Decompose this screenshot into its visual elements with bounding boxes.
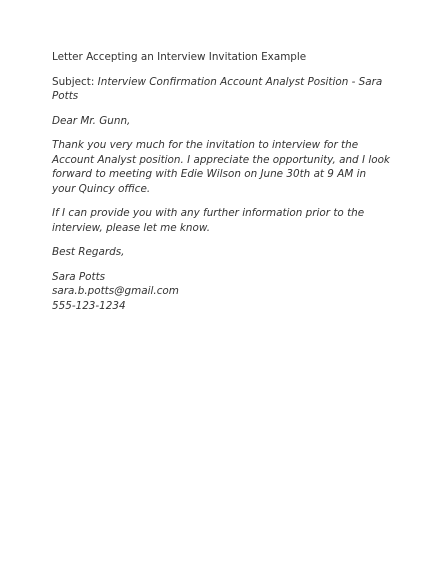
signature-email: sara.b.potts@gmail.com [52, 285, 179, 297]
subject-label: Subject: [52, 75, 95, 88]
signature-phone: 555-123-1234 [52, 299, 126, 312]
closing: Best Regards, [52, 246, 125, 258]
signature-block [52, 270, 392, 314]
salutation: Dear Mr. Gunn, [52, 114, 131, 127]
body-paragraph-2: If I can provide you with any further information prior to the interview, please let me know. [52, 207, 365, 234]
subject-text: Interview Confirmation Account Analyst Position - Sara Potts [52, 75, 383, 102]
subject-line [52, 75, 392, 104]
letter-content [52, 50, 392, 313]
document-heading: Letter Accepting an Interview Invitation Example [52, 51, 307, 63]
body-paragraph-1: Thank you very much for the invitation to interview for the Account Analyst position. I appreciate the opportunity, and I look forward to meeting with Edie Wilson on June 30th at 9 AM in your Quincy office. [52, 139, 390, 195]
signature-name: Sara Potts [52, 270, 106, 283]
